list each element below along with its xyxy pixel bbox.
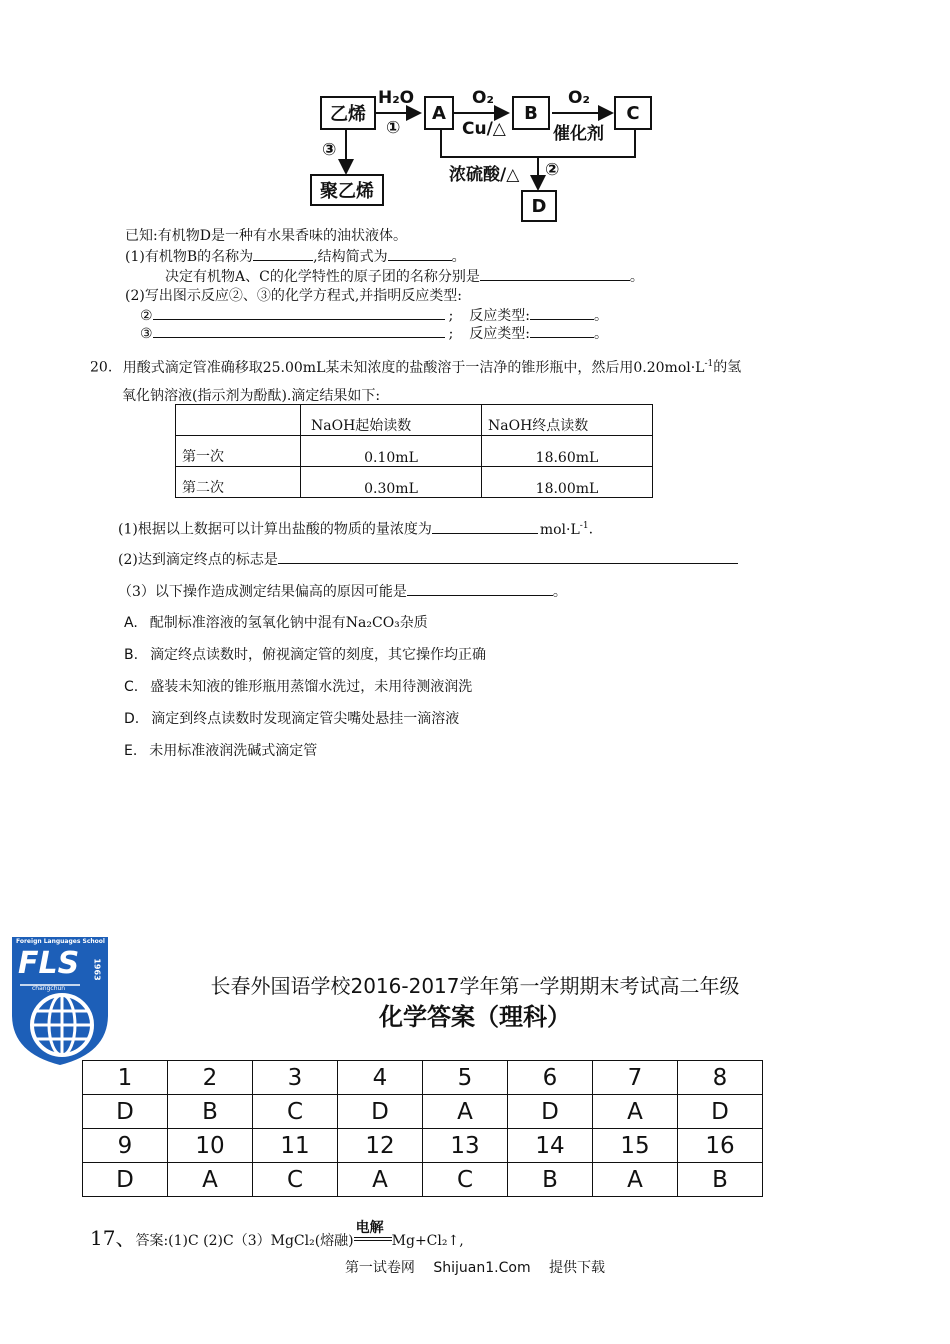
q19-r3-mark: ③ bbox=[140, 326, 153, 342]
q17-number: 17、 bbox=[90, 1226, 136, 1250]
q19-r2-end: 。 bbox=[594, 308, 608, 324]
q20-sub1 bbox=[118, 516, 593, 540]
q20-sub3-prompt: （3）以下操作造成测定结果偏高的原因可能是 bbox=[118, 584, 407, 600]
answer-cell: 10 bbox=[168, 1129, 253, 1163]
blank-equation-2[interactable] bbox=[153, 305, 445, 320]
q20-sub3 bbox=[118, 581, 567, 602]
answer-number-row bbox=[83, 1129, 763, 1163]
table-cell: 18.60mL bbox=[482, 436, 653, 467]
q19-part1-line bbox=[125, 246, 466, 267]
option-letter: A. bbox=[124, 615, 138, 631]
blank-endpoint-sign[interactable] bbox=[278, 549, 738, 564]
answer-letter-row bbox=[83, 1163, 763, 1197]
option-text: 未用标准液润洗碱式滴定管 bbox=[149, 743, 318, 759]
table-row bbox=[176, 436, 653, 467]
q19-groups-line bbox=[165, 266, 644, 287]
q20-sub1-prompt: (1)根据以上数据可以计算出盐酸的物质的量浓度为 bbox=[118, 521, 432, 538]
q19-r2-type-label: 反应类型: bbox=[469, 308, 530, 324]
answer-cell: 15 bbox=[593, 1129, 678, 1163]
answer-cell: D bbox=[338, 1095, 423, 1129]
q19-part2: (2)写出图示反应②、③的化学方程式,并指明反应类型: bbox=[125, 288, 462, 304]
q19-r3-end: 。 bbox=[594, 326, 608, 342]
blank-error-cause[interactable] bbox=[407, 581, 553, 596]
option-letter: E. bbox=[124, 743, 138, 759]
table-cell: 第二次 bbox=[176, 467, 301, 498]
answer-cell: 5 bbox=[423, 1061, 508, 1095]
answer-cell: A bbox=[423, 1095, 508, 1129]
option-c bbox=[124, 677, 472, 697]
compound-d-box: D bbox=[521, 190, 557, 222]
answer-cell: 9 bbox=[83, 1129, 168, 1163]
answer-subtitle: 化学答案（理科） bbox=[379, 1003, 571, 1031]
option-d bbox=[124, 709, 459, 729]
q20-sub1-sup: -1 bbox=[579, 521, 589, 531]
option-b bbox=[124, 645, 486, 665]
answer-cell: 3 bbox=[253, 1061, 338, 1095]
q19-r2-semi: ; bbox=[448, 308, 454, 324]
blank-b-name[interactable] bbox=[253, 246, 313, 261]
table-header-cell bbox=[176, 405, 301, 436]
option-letter: D. bbox=[124, 711, 140, 727]
q17-tail: Mg+Cl₂↑, bbox=[391, 1233, 464, 1249]
answer-cell: 1 bbox=[83, 1061, 168, 1095]
answer-cell: 16 bbox=[678, 1129, 763, 1163]
answer-cell: C bbox=[423, 1163, 508, 1197]
option-a bbox=[124, 613, 428, 633]
q20-intro-line1 bbox=[90, 354, 741, 378]
q19-part1-name-prompt: (1)有机物B的名称为 bbox=[125, 249, 254, 265]
footer bbox=[0, 1257, 950, 1277]
answer-cell: 7 bbox=[593, 1061, 678, 1095]
answer-cell: A bbox=[338, 1163, 423, 1197]
q19-groups-end: 。 bbox=[629, 269, 644, 285]
answer-cell: D bbox=[508, 1095, 593, 1129]
q20-sub1-unit: mol·L bbox=[539, 521, 580, 538]
q19-reaction-3-line bbox=[140, 323, 608, 344]
q20-sub3-end: 。 bbox=[552, 584, 567, 600]
q20-sub2 bbox=[118, 549, 738, 570]
answer-cell: B bbox=[678, 1163, 763, 1197]
compound-a-box: A bbox=[424, 96, 454, 130]
option-text: 配制标准溶液的氢氧化钠中混有Na₂CO₃杂质 bbox=[149, 615, 428, 631]
q17-text: 答案:(1)C (2)C（3）MgCl₂(熔融) bbox=[135, 1233, 354, 1249]
equals-line-top bbox=[354, 1237, 392, 1238]
compound-b-box: B bbox=[512, 96, 550, 130]
footer-site-link[interactable]: Shijuan1.Com bbox=[433, 1260, 531, 1276]
answer-cell: 6 bbox=[508, 1061, 593, 1095]
q20-sub1-end: . bbox=[588, 521, 594, 538]
label-conc-h2so4: 浓硫酸/△ bbox=[449, 165, 520, 185]
answer-cell: 2 bbox=[168, 1061, 253, 1095]
q19-part1-end: 。 bbox=[451, 249, 466, 265]
answer-number-row bbox=[83, 1061, 763, 1095]
label-step-1: ① bbox=[386, 118, 401, 138]
q20-intro-text: 用酸式滴定管准确移取25.00mL某未知浓度的盐酸溶于一洁净的锥形瓶中，然后用0.20mol·L bbox=[122, 359, 705, 376]
table-cell: 0.10mL bbox=[301, 436, 482, 467]
answer-cell: A bbox=[168, 1163, 253, 1197]
electrolysis-label: 电解 bbox=[355, 1220, 384, 1236]
option-text: 滴定终点读数时，俯视滴定管的刻度，其它操作均正确 bbox=[150, 647, 487, 663]
label-step-3: ③ bbox=[322, 140, 337, 160]
q20-intro-tail: 的氢 bbox=[713, 359, 742, 376]
q19-part1-formula-prompt: ,结构简式为 bbox=[313, 249, 388, 265]
answer-cell: D bbox=[678, 1095, 763, 1129]
table-cell: 18.00mL bbox=[482, 467, 653, 498]
blank-functional-groups[interactable] bbox=[480, 266, 630, 281]
q19-r3-type-label: 反应类型: bbox=[469, 326, 530, 342]
answer-cell: A bbox=[593, 1163, 678, 1197]
option-e bbox=[124, 741, 317, 761]
option-letter: B. bbox=[124, 647, 139, 663]
q17-answer bbox=[90, 1222, 464, 1251]
label-o2-first: O₂ bbox=[472, 88, 494, 108]
answer-cell: C bbox=[253, 1163, 338, 1197]
answer-title: 长春外国语学校2016-2017学年第一学期期末考试高二年级 bbox=[210, 974, 740, 998]
answer-cell: B bbox=[508, 1163, 593, 1197]
logo-letters: FLS bbox=[18, 946, 80, 981]
q20-intro-line2: 氧化钠溶液(指示剂为酚酞).滴定结果如下: bbox=[122, 388, 381, 404]
ethylene-box: 乙烯 bbox=[320, 96, 376, 130]
answer-cell: A bbox=[593, 1095, 678, 1129]
table-header-cell: NaOH起始读数 bbox=[301, 405, 482, 436]
equals-line-bottom bbox=[354, 1240, 392, 1241]
q20-number: 20. bbox=[90, 359, 113, 376]
label-o2-second: O₂ bbox=[568, 88, 590, 108]
answer-cell: B bbox=[168, 1095, 253, 1129]
answer-cell: 11 bbox=[253, 1129, 338, 1163]
compound-c-box: C bbox=[614, 96, 652, 130]
table-header-row bbox=[176, 405, 653, 436]
label-catalyst: 催化剂 bbox=[553, 124, 604, 144]
blank-type-2[interactable] bbox=[530, 305, 594, 320]
q19-groups-prompt: 决定有机物A、C的化学特性的原子团的名称分别是 bbox=[165, 269, 480, 285]
q20-sub2-prompt: (2)达到滴定终点的标志是 bbox=[118, 552, 278, 568]
option-text: 盛装未知液的锥形瓶用蒸馏水洗过，未用待测液润洗 bbox=[150, 679, 473, 695]
table-cell: 0.30mL bbox=[301, 467, 482, 498]
blank-b-formula[interactable] bbox=[388, 246, 452, 261]
footer-left: 第一试卷网 bbox=[344, 1260, 415, 1276]
logo-top-text: Foreign Languages School bbox=[16, 938, 105, 945]
q19-r3-semi: ; bbox=[448, 326, 454, 342]
titration-table bbox=[175, 404, 653, 498]
label-cu-heat: Cu/△ bbox=[462, 119, 506, 139]
answer-cell: 13 bbox=[423, 1129, 508, 1163]
answer-key-table bbox=[82, 1060, 763, 1197]
logo-year: 1963 bbox=[92, 958, 102, 981]
answer-cell: 8 bbox=[678, 1061, 763, 1095]
answer-cell: D bbox=[83, 1095, 168, 1129]
blank-concentration[interactable] bbox=[432, 519, 538, 534]
answer-cell: C bbox=[253, 1095, 338, 1129]
blank-type-3[interactable] bbox=[530, 323, 594, 338]
polyethylene-box: 聚乙烯 bbox=[310, 174, 384, 206]
q19-known: 已知:有机物D是一种有水果香味的油状液体。 bbox=[125, 228, 407, 244]
option-letter: C. bbox=[124, 679, 139, 695]
logo-sub-text: changchun bbox=[32, 985, 66, 992]
q20-intro-sup: -1 bbox=[704, 359, 714, 369]
answer-cell: D bbox=[83, 1163, 168, 1197]
table-row bbox=[176, 467, 653, 498]
answer-cell: 12 bbox=[338, 1129, 423, 1163]
table-header-cell: NaOH终点读数 bbox=[482, 405, 653, 436]
blank-equation-3[interactable] bbox=[153, 323, 445, 338]
footer-right: 提供下载 bbox=[549, 1260, 606, 1276]
q19-r2-mark: ② bbox=[140, 308, 153, 324]
table-cell: 第一次 bbox=[176, 436, 301, 467]
electrolysis-arrow bbox=[354, 1220, 392, 1245]
answer-cell: 4 bbox=[338, 1061, 423, 1095]
answer-letter-row bbox=[83, 1095, 763, 1129]
label-h2o: H₂O bbox=[378, 88, 415, 108]
option-text: 滴定到终点读数时发现滴定管尖嘴处悬挂一滴溶液 bbox=[151, 711, 460, 727]
label-step-2: ② bbox=[545, 160, 560, 180]
answer-cell: 14 bbox=[508, 1129, 593, 1163]
